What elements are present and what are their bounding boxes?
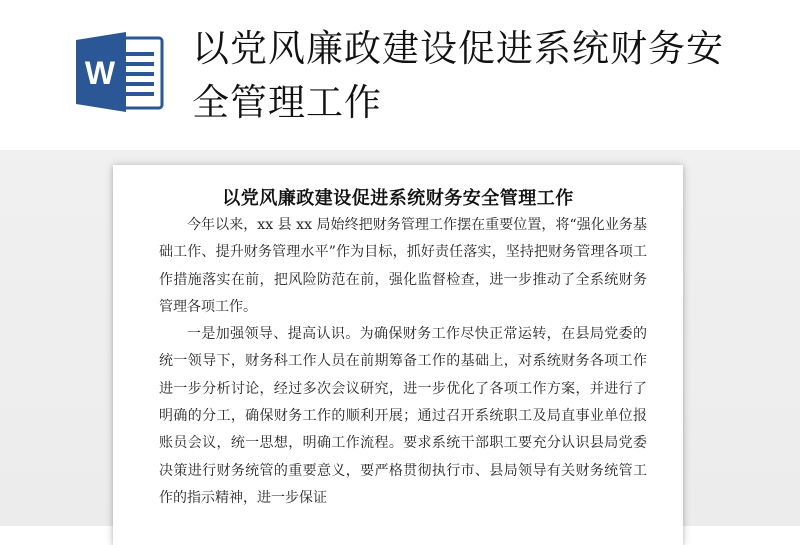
- paragraph-intro: 今年以来，xx 县 xx 局始终把财务管理工作摆在重要位置，将“强化业务基础工作、提升财务管理水平”作为目标，抓好责任落实，坚持把财务管理各项工作措施落实在前，把风险防范在前，强化监督检查，进一步推动了全系统财务管理各项工作。: [159, 217, 647, 315]
- word-document-icon: [74, 30, 166, 114]
- paragraph-point-one: 一是加强领导、提高认识。为确保财务工作尽快正常运转，在县局党委的统一领导下，财务科工作人员在前期筹备工作的基础上，对系统财务各项工作进一步分析讨论，经过多次会议研究，进一步优化了各项工作方案，并进行了明确的分工，确保财务工作的顺利开展；通过召开系统职工及局直事业单位报账员会议，统一思想，明确工作流程。要求系统干部职工要充分认识县局党委决策进行财务统管的重要意义，要严格贯彻执行市、县局领导有关财务统管工作的指示精神，进一步保证: [159, 326, 647, 506]
- document-body: [159, 212, 647, 512]
- word-icon-letter: W: [84, 55, 116, 91]
- page-title: 以党风廉政建设促进系统财务安全管理工作: [222, 188, 574, 209]
- title-line-1: 以党风廉政建设促进系统财务安: [192, 27, 724, 70]
- document-page: [113, 165, 683, 545]
- title-line-2: 全管理工作: [192, 81, 382, 124]
- document-title-banner: [192, 22, 752, 130]
- header-banner: [0, 0, 800, 150]
